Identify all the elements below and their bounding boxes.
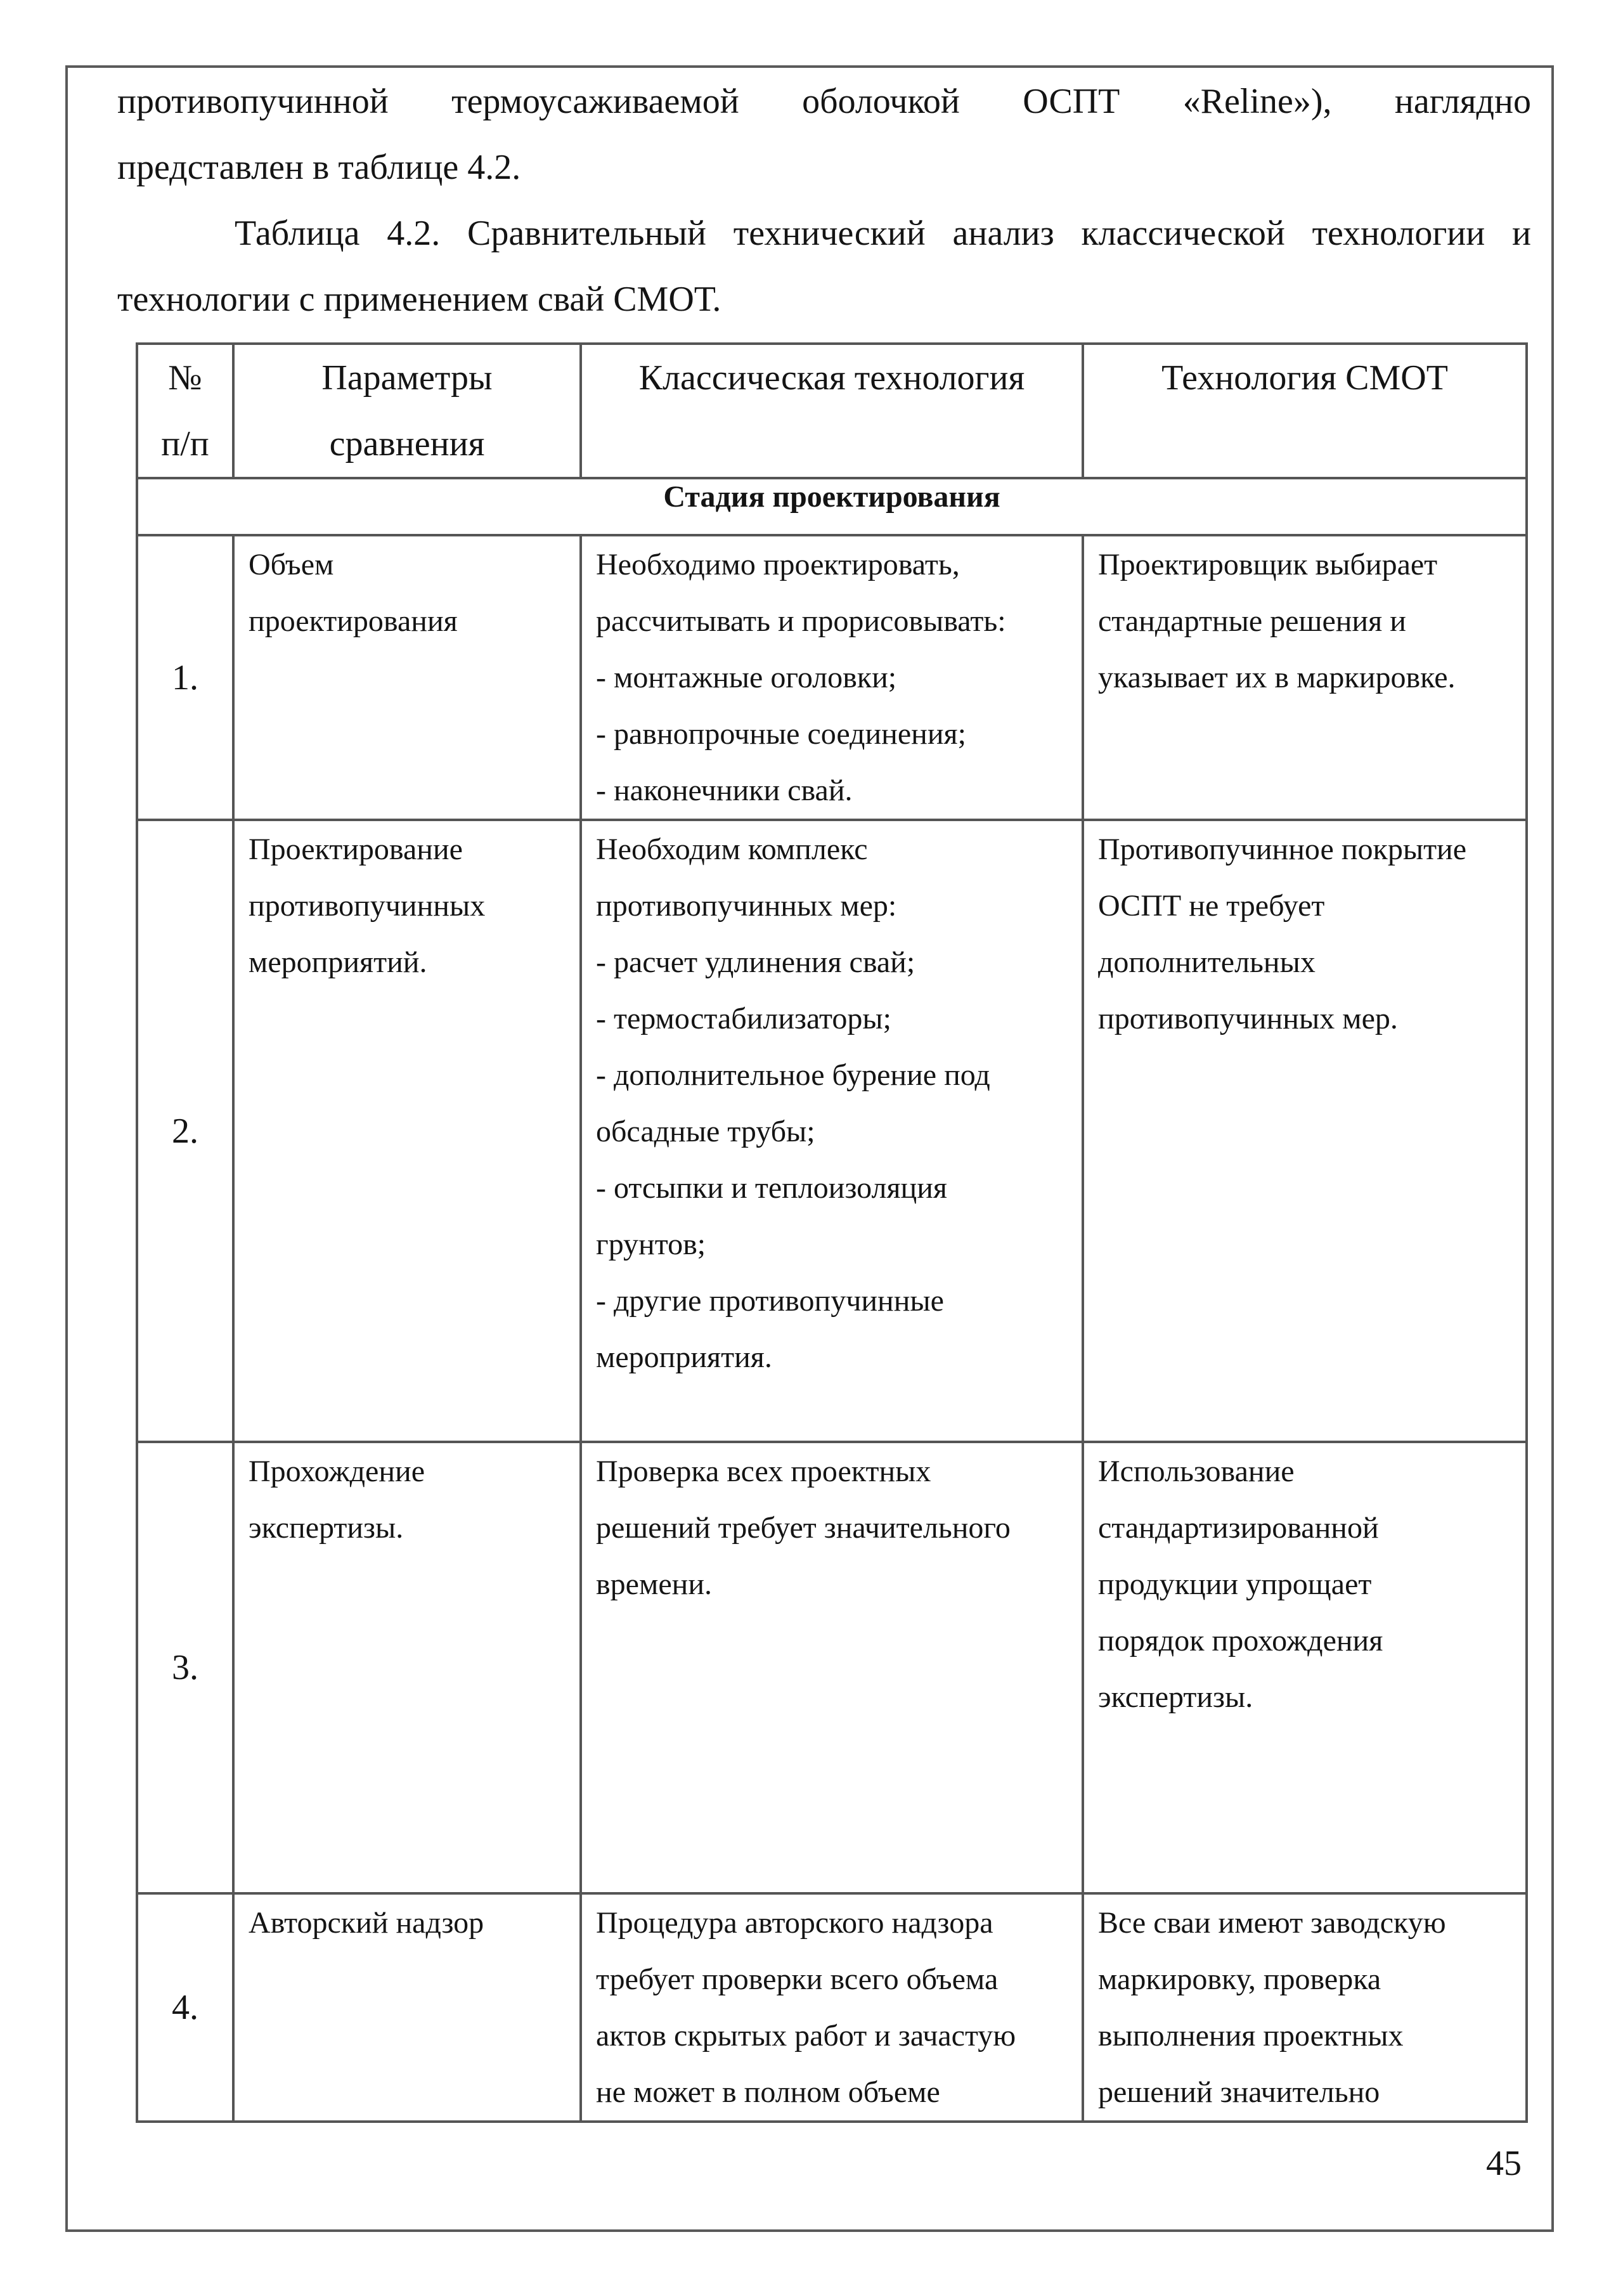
cell-text-line: Проверка всех проектных: [596, 1455, 931, 1488]
cell-text-line: - наконечники свай.: [596, 774, 853, 807]
cell-text-line: противопучинных: [249, 889, 486, 923]
table-header-row: [137, 344, 1527, 478]
cell-text-line: - монтажные оголовки;: [596, 661, 897, 694]
cell-text-line: экспертизы.: [249, 1511, 404, 1545]
cell-text-line: продукции упрощает: [1098, 1567, 1372, 1601]
cell-text-line: Использование: [1098, 1455, 1295, 1488]
row-parameter: [233, 1442, 581, 1893]
cell-text-line: Проектирование: [249, 833, 463, 866]
page-number: 45: [1486, 2144, 1522, 2183]
cell-text-line: решений значительно: [1098, 2075, 1380, 2109]
header-parameters: [233, 344, 581, 478]
cell-text-line: мероприятия.: [596, 1340, 772, 1374]
cell-text-line: Проектировщик выбирает: [1098, 548, 1438, 581]
stage-row: [137, 478, 1527, 535]
row-smot: [1083, 1893, 1527, 2122]
row-number: 4.: [137, 1893, 233, 2122]
cell-text-line: рассчитывать и прорисовывать:: [596, 604, 1006, 638]
row-classic: [581, 535, 1083, 820]
comparison-table: [136, 342, 1528, 2123]
cell-text-line: маркировку, проверка: [1098, 1962, 1381, 1996]
cell-text-line: Необходим комплекс: [596, 833, 868, 866]
header-number-line-1: №: [168, 358, 202, 398]
row-number: 1.: [137, 535, 233, 820]
row-number: 3.: [137, 1442, 233, 1893]
intro-line-2: представлен в таблице 4.2.: [117, 148, 521, 187]
table-row: [137, 820, 1527, 1442]
cell-text-line: не может в полном объеме: [596, 2075, 940, 2109]
row-classic: [581, 1442, 1083, 1893]
cell-text-line: Процедура авторского надзора: [596, 1906, 993, 1940]
cell-text-line: решений требует значительного: [596, 1511, 1011, 1545]
cell-text-line: - термостабилизаторы;: [596, 1002, 891, 1035]
cell-text-line: - другие противопучинные: [596, 1284, 944, 1318]
header-number: [137, 344, 233, 478]
cell-text-line: грунтов;: [596, 1228, 706, 1261]
cell-text-line: - отсыпки и теплоизоляция: [596, 1171, 947, 1205]
cell-text-line: стандартные решения и: [1098, 604, 1406, 638]
table-row: [137, 1442, 1527, 1893]
cell-text-line: - равнопрочные соединения;: [596, 717, 966, 751]
cell-text-line: обсадные трубы;: [596, 1115, 815, 1148]
row-parameter: [233, 820, 581, 1442]
intro-line-1: противопучинной термоусаживаемой оболочкой ОСПТ «Reline»), наглядно: [117, 82, 1531, 121]
cell-text-line: времени.: [596, 1567, 713, 1601]
cell-text-line: - расчет удлинения свай;: [596, 945, 915, 979]
cell-text-line: проектирования: [249, 604, 458, 638]
table-caption-line-2: технологии с применением свай СМОТ.: [117, 280, 721, 319]
cell-text-line: - дополнительное бурение под: [596, 1058, 990, 1092]
cell-text-line: указывает их в маркировке.: [1098, 661, 1456, 694]
row-smot: [1083, 535, 1527, 820]
table-caption-line-1: Таблица 4.2. Сравнительный технический анализ классической технологии и: [235, 214, 1531, 253]
cell-text-line: ОСПТ не требует: [1098, 889, 1325, 923]
row-number: 2.: [137, 820, 233, 1442]
header-parameters-line-2: сравнения: [329, 424, 485, 464]
cell-text-line: Противопучинное покрытие: [1098, 833, 1467, 866]
header-smot: Технология СМОТ: [1083, 344, 1527, 478]
cell-text-line: Объем: [249, 548, 334, 581]
row-parameter: [233, 1893, 581, 2122]
row-smot: [1083, 820, 1527, 1442]
row-smot: [1083, 1442, 1527, 1893]
cell-text-line: выполнения проектных: [1098, 2019, 1404, 2053]
header-classic: Классическая технология: [581, 344, 1083, 478]
cell-text-line: Прохождение: [249, 1455, 425, 1488]
cell-text-line: мероприятий.: [249, 945, 427, 979]
stage-title: Стадия проектирования: [137, 478, 1527, 535]
cell-text-line: экспертизы.: [1098, 1680, 1253, 1714]
cell-text-line: Необходимо проектировать,: [596, 548, 960, 581]
table-row: [137, 1893, 1527, 2122]
cell-text-line: требует проверки всего объема: [596, 1962, 999, 1996]
row-classic: [581, 1893, 1083, 2122]
header-parameters-line-1: Параметры: [321, 358, 493, 398]
cell-text-line: дополнительных: [1098, 945, 1316, 979]
row-classic: [581, 820, 1083, 1442]
cell-text-line: Авторский надзор: [249, 1906, 484, 1940]
cell-text-line: актов скрытых работ и зачастую: [596, 2019, 1016, 2053]
cell-text-line: стандартизированной: [1098, 1511, 1379, 1545]
cell-text-line: Все сваи имеют заводскую: [1098, 1906, 1446, 1940]
table-row: [137, 535, 1527, 820]
row-parameter: [233, 535, 581, 820]
cell-text-line: противопучинных мер:: [596, 889, 897, 923]
header-number-line-2: п/п: [161, 424, 209, 464]
cell-text-line: порядок прохождения: [1098, 1624, 1383, 1657]
cell-text-line: противопучинных мер.: [1098, 1002, 1398, 1035]
